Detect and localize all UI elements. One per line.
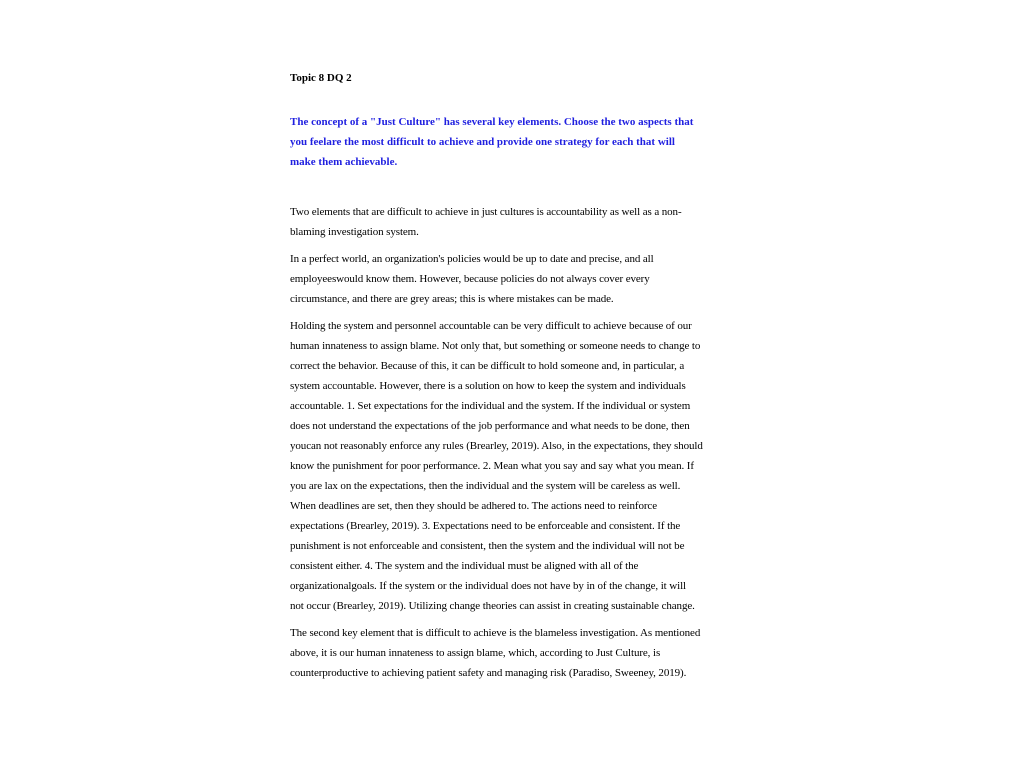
paragraph-line: correct the behavior. Because of this, it can be difficult to hold someone and, in particular, a: [290, 360, 685, 372]
paragraph-line: know the punishment for poor performance. 2. Mean what you say and say what you mean. If: [290, 460, 694, 472]
prompt-line: The concept of a "Just Culture" has several key elements. Choose the two aspects that: [290, 116, 694, 128]
paragraph-line: not occur (Brearley, 2019). Utilizing change theories can assist in creating sustainable change.: [290, 600, 695, 612]
paragraph-line: circumstance, and there are grey areas; this is where mistakes can be made.: [290, 293, 614, 305]
paragraph-line: organizationalgoals. If the system or the individual does not have by in of the change, it will: [290, 580, 686, 592]
document-title: Topic 8 DQ 2: [290, 72, 352, 84]
paragraph-line: Holding the system and personnel accountable can be very difficult to achieve because of our: [290, 320, 692, 332]
paragraph-line: The second key element that is difficult to achieve is the blameless investigation. As mentioned: [290, 627, 701, 639]
paragraph-line: expectations (Brearley, 2019). 3. Expectations need to be enforceable and consistent. If the: [290, 520, 681, 532]
paragraph-policies: [290, 249, 750, 309]
paragraph-line: accountable. 1. Set expectations for the individual and the system. If the individual or system: [290, 400, 691, 412]
paragraph-intro: [290, 202, 750, 242]
paragraph-line: Two elements that are difficult to achieve in just cultures is accountability as well as a non-: [290, 206, 682, 218]
paragraph-blameless-investigation: [290, 623, 750, 683]
paragraph-line: system accountable. However, there is a solution on how to keep the system and individuals: [290, 380, 686, 392]
prompt-line: make them achievable.: [290, 156, 398, 168]
paragraph-line: In a perfect world, an organization's policies would be up to date and precise, and all: [290, 253, 654, 265]
document-page: [290, 68, 750, 683]
prompt-line: you feelare the most difficult to achieve and provide one strategy for each that will: [290, 136, 675, 148]
paragraph-line: punishment is not enforceable and consistent, then the system and the individual will not be: [290, 540, 685, 552]
paragraph-line: does not understand the expectations of the job performance and what needs to be done, then: [290, 420, 690, 432]
paragraph-line: When deadlines are set, then they should be adhered to. The actions need to reinforce: [290, 500, 657, 512]
paragraph-accountability: [290, 316, 750, 616]
discussion-prompt: [290, 112, 750, 172]
paragraph-line: above, it is our human innateness to assign blame, which, according to Just Culture, is: [290, 647, 661, 659]
paragraph-line: youcan not reasonably enforce any rules (Brearley, 2019). Also, in the expectations, they should: [290, 440, 703, 452]
paragraph-line: blaming investigation system.: [290, 226, 419, 238]
paragraph-line: employeeswould know them. However, because policies do not always cover every: [290, 273, 650, 285]
paragraph-line: consistent either. 4. The system and the individual must be aligned with all of the: [290, 560, 639, 572]
paragraph-line: human innateness to assign blame. Not only that, but something or someone needs to change to: [290, 340, 701, 352]
paragraph-line: you are lax on the expectations, then the individual and the system will be careless as well.: [290, 480, 681, 492]
paragraph-line: counterproductive to achieving patient safety and managing risk (Paradiso, Sweeney, 2019).: [290, 667, 687, 679]
